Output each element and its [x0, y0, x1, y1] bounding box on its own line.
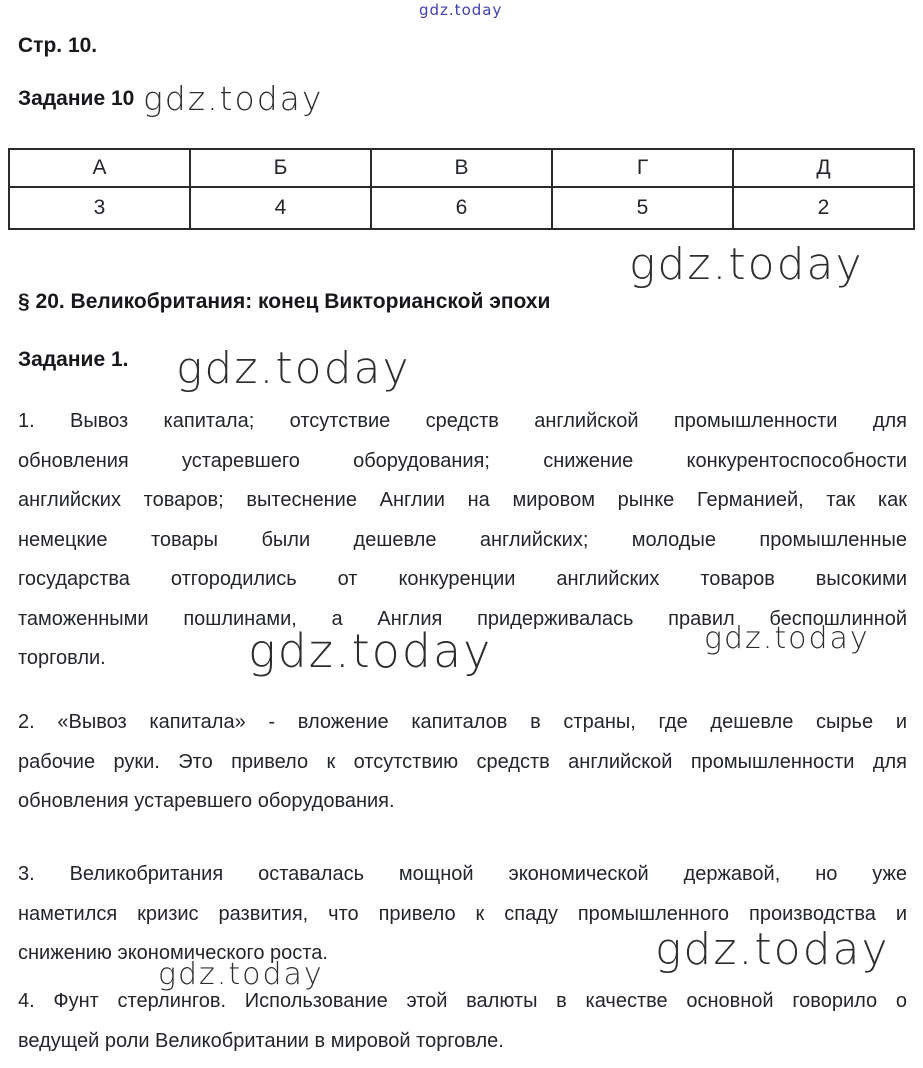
paragraph-line: государства отгородились от конкуренции английских товаров высокими	[18, 568, 907, 590]
answers-table-value-row	[9, 187, 914, 229]
paragraph-line: рабочие руки. Это привело к отсутствию средств английской промышленности для	[18, 750, 907, 773]
answers-table	[8, 148, 915, 230]
watermark-gdz-today-p1-right: gdz.today	[704, 621, 870, 656]
page-heading: Стр. 10.	[18, 34, 98, 57]
table-value-cell-a: 3	[9, 187, 190, 229]
section-heading: § 20. Великобритания: конец Викторианской эпохи	[18, 290, 551, 313]
watermark-gdz-today-p1-center: gdz.today	[248, 624, 493, 678]
watermark-gdz-today-top: gdz.today	[419, 1, 503, 19]
table-value-cell-d: 2	[733, 187, 914, 229]
watermark-gdz-today-task1: gdz.today	[176, 343, 411, 394]
table-header-cell-b: Б	[190, 149, 371, 187]
task10-heading: Задание 10	[18, 87, 135, 110]
paragraph-line: таможенными пошлинами, а Англия придерживалась правил беспошлинной	[18, 607, 907, 630]
table-header-cell-g: Г	[552, 149, 733, 187]
paragraph-line: немецкие товары были дешевле английских; молодые промышленные	[18, 528, 907, 551]
table-header-cell-d: Д	[733, 149, 914, 187]
paragraph-line: ведущей роли Великобритании в мировой торговле.	[18, 1029, 504, 1052]
paragraph-line: английских товаров; вытеснение Англии на мировом рынке Германией, так как	[18, 489, 907, 511]
watermark-gdz-today-inline-task10: gdz.today	[143, 79, 324, 118]
paragraph-line: 1. Вывоз капитала; отсутствие средств английской промышленности для	[18, 410, 907, 432]
table-value-cell-b: 4	[190, 187, 371, 229]
paragraph-line: 3. Великобритания оставалась мощной экономической державой, но уже	[18, 863, 907, 885]
table-header-cell-v: В	[371, 149, 552, 187]
paragraph-line: 4. Фунт стерлингов. Использование этой валюты в качестве основной говорило о	[18, 990, 907, 1012]
table-header-cell-a: А	[9, 149, 190, 187]
watermark-gdz-today-p3-left: gdz.today	[158, 957, 324, 992]
watermark-gdz-today-p3-right: gdz.today	[655, 924, 890, 975]
answer-paragraph-4	[18, 982, 907, 1061]
task1-heading: Задание 1.	[18, 348, 129, 371]
paragraph-line: обновления устаревшего оборудования; снижение конкурентоспособности	[18, 449, 907, 472]
paragraph-line: 2. «Вывоз капитала» - вложение капиталов в страны, где дешевле сырье и	[18, 711, 907, 733]
table-value-cell-v: 6	[371, 187, 552, 229]
answer-paragraph-1	[18, 402, 907, 679]
paragraph-line: снижению экономического роста.	[18, 942, 328, 964]
watermark-gdz-today-after-table: gdz.today	[629, 239, 864, 290]
table-value-cell-g: 5	[552, 187, 733, 229]
answers-table-header-row	[9, 149, 914, 187]
paragraph-line: торговли.	[18, 647, 106, 669]
paragraph-line: обновления устаревшего оборудования.	[18, 790, 395, 812]
paragraph-line: наметился кризис развития, что привело к спаду промышленного производства и	[18, 902, 907, 925]
answer-paragraph-3	[18, 855, 907, 974]
answer-paragraph-2	[18, 703, 907, 822]
